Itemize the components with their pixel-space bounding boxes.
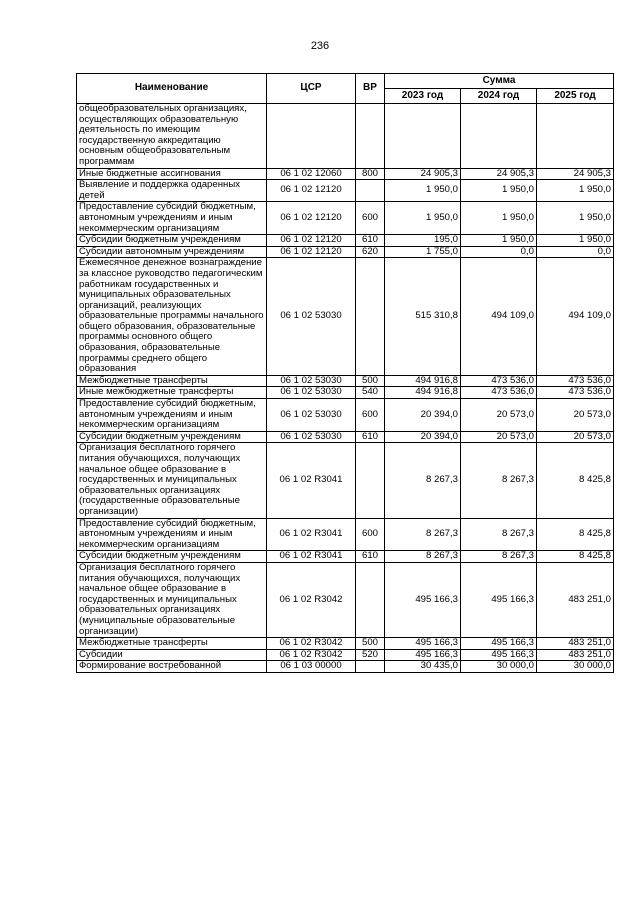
cell-2023: 8 267,3	[385, 518, 461, 551]
cell-name: Иные межбюджетные трансферты	[77, 387, 267, 399]
header-vr: ВР	[356, 74, 385, 104]
cell-vr: 540	[356, 387, 385, 399]
cell-2023: 515 310,8	[385, 258, 461, 376]
cell-2025: 494 109,0	[537, 258, 614, 376]
cell-2025: 8 425,8	[537, 443, 614, 518]
cell-2025: 1 950,0	[537, 180, 614, 202]
cell-2025: 8 425,8	[537, 551, 614, 563]
table-row	[77, 443, 614, 518]
cell-2025: 24 905,3	[537, 168, 614, 180]
cell-csr: 06 1 02 R3041	[267, 518, 356, 551]
cell-2023: 24 905,3	[385, 168, 461, 180]
header-year-2023: 2023 год	[385, 89, 461, 104]
cell-2025: 1 950,0	[537, 202, 614, 235]
header-name: Наименование	[77, 74, 267, 104]
cell-2023: 8 267,3	[385, 551, 461, 563]
cell-csr: 06 1 02 53030	[267, 431, 356, 443]
cell-2023: 494 916,8	[385, 375, 461, 387]
cell-2023: 495 166,3	[385, 638, 461, 650]
header-year-2025: 2025 год	[537, 89, 614, 104]
cell-vr: 520	[356, 649, 385, 661]
cell-vr: 500	[356, 375, 385, 387]
cell-2024: 494 109,0	[461, 258, 537, 376]
cell-2025	[537, 104, 614, 169]
cell-csr: 06 1 02 R3042	[267, 638, 356, 650]
cell-csr: 06 1 02 53030	[267, 258, 356, 376]
cell-2024: 30 000,0	[461, 661, 537, 673]
cell-name: Предоставление субсидий бюджетным, автономным учреждениям и иным некоммерческим организациям	[77, 202, 267, 235]
cell-vr: 610	[356, 551, 385, 563]
cell-name: Субсидии бюджетным учреждениям	[77, 235, 267, 247]
table-row	[77, 375, 614, 387]
table-row	[77, 168, 614, 180]
table-row	[77, 518, 614, 551]
table-row	[77, 180, 614, 202]
cell-name: Субсидии автономным учреждениям	[77, 246, 267, 258]
cell-2025: 483 251,0	[537, 638, 614, 650]
cell-2024: 1 950,0	[461, 180, 537, 202]
table-row	[77, 104, 614, 169]
cell-name: Выявление и поддержка одаренных детей	[77, 180, 267, 202]
table-row	[77, 258, 614, 376]
cell-name: Предоставление субсидий бюджетным, автономным учреждениям и иным некоммерческим организациям	[77, 518, 267, 551]
cell-name: Ежемесячное денежное вознаграждение за классное руководство педагогическим работникам государственных и муниципальных образовательных организаций, реализующих образовательные программы начального общего образования, образовательные программы основного общего образования, образовательные программы среднего общего образования	[77, 258, 267, 376]
cell-2024: 473 536,0	[461, 375, 537, 387]
cell-vr: 600	[356, 202, 385, 235]
cell-2023: 30 435,0	[385, 661, 461, 673]
header-csr: ЦСР	[267, 74, 356, 104]
table-header	[77, 74, 614, 104]
cell-csr: 06 1 02 12060	[267, 168, 356, 180]
cell-csr: 06 1 02 12120	[267, 202, 356, 235]
cell-csr: 06 1 02 12120	[267, 246, 356, 258]
cell-2025: 483 251,0	[537, 649, 614, 661]
cell-2025: 30 000,0	[537, 661, 614, 673]
cell-2025: 1 950,0	[537, 235, 614, 247]
cell-2024: 8 267,3	[461, 551, 537, 563]
cell-vr	[356, 443, 385, 518]
table-row	[77, 649, 614, 661]
cell-csr: 06 1 02 R3042	[267, 649, 356, 661]
cell-2024: 8 267,3	[461, 443, 537, 518]
table-row	[77, 399, 614, 432]
cell-2024: 1 950,0	[461, 202, 537, 235]
cell-csr: 06 1 02 12120	[267, 180, 356, 202]
cell-name: Межбюджетные трансферты	[77, 375, 267, 387]
cell-2024: 0,0	[461, 246, 537, 258]
cell-vr	[356, 104, 385, 169]
cell-csr: 06 1 02 R3041	[267, 443, 356, 518]
cell-2024: 1 950,0	[461, 235, 537, 247]
header-year-2024: 2024 год	[461, 89, 537, 104]
cell-csr: 06 1 02 R3042	[267, 562, 356, 637]
budget-table	[76, 73, 614, 673]
cell-name: Иные бюджетные ассигнования	[77, 168, 267, 180]
cell-2023: 1 950,0	[385, 202, 461, 235]
cell-vr	[356, 661, 385, 673]
cell-2024: 8 267,3	[461, 518, 537, 551]
cell-2025: 473 536,0	[537, 375, 614, 387]
cell-name: Предоставление субсидий бюджетным, автономным учреждениям и иным некоммерческим организациям	[77, 399, 267, 432]
cell-2025: 473 536,0	[537, 387, 614, 399]
cell-2024: 20 573,0	[461, 431, 537, 443]
cell-name: Организация бесплатного горячего питания обучающихся, получающих начальное общее образование в государственных и муниципальных образовательных организациях (государственные образовательные организации)	[77, 443, 267, 518]
cell-vr	[356, 562, 385, 637]
cell-name: общеобразовательных организациях, осуществляющих образовательную деятельность по имеющим государственную аккредитацию основным общеобразовательным программам	[77, 104, 267, 169]
table-row	[77, 431, 614, 443]
cell-2025: 8 425,8	[537, 518, 614, 551]
table-row	[77, 246, 614, 258]
table-row	[77, 638, 614, 650]
cell-2025: 20 573,0	[537, 431, 614, 443]
cell-2024	[461, 104, 537, 169]
cell-2025: 483 251,0	[537, 562, 614, 637]
page-number: 236	[310, 40, 330, 52]
cell-2024: 495 166,3	[461, 638, 537, 650]
cell-vr: 620	[356, 246, 385, 258]
cell-2025: 0,0	[537, 246, 614, 258]
cell-2024: 495 166,3	[461, 649, 537, 661]
table-row	[77, 661, 614, 673]
cell-csr: 06 1 02 53030	[267, 375, 356, 387]
cell-csr	[267, 104, 356, 169]
table-row	[77, 562, 614, 637]
cell-vr	[356, 258, 385, 376]
table-row	[77, 202, 614, 235]
cell-2024: 20 573,0	[461, 399, 537, 432]
cell-vr: 610	[356, 235, 385, 247]
cell-2024: 473 536,0	[461, 387, 537, 399]
cell-2023: 195,0	[385, 235, 461, 247]
cell-csr: 06 1 02 53030	[267, 399, 356, 432]
cell-2024: 495 166,3	[461, 562, 537, 637]
cell-vr: 600	[356, 399, 385, 432]
cell-2023: 20 394,0	[385, 431, 461, 443]
cell-vr	[356, 180, 385, 202]
cell-2023: 20 394,0	[385, 399, 461, 432]
cell-csr: 06 1 03 00000	[267, 661, 356, 673]
cell-vr: 500	[356, 638, 385, 650]
cell-vr: 610	[356, 431, 385, 443]
table-row	[77, 551, 614, 563]
cell-name: Субсидии бюджетным учреждениям	[77, 431, 267, 443]
cell-2023: 495 166,3	[385, 562, 461, 637]
cell-vr: 600	[356, 518, 385, 551]
cell-2023: 495 166,3	[385, 649, 461, 661]
cell-2023: 494 916,8	[385, 387, 461, 399]
cell-csr: 06 1 02 R3041	[267, 551, 356, 563]
table-row	[77, 387, 614, 399]
table-row	[77, 235, 614, 247]
cell-vr: 800	[356, 168, 385, 180]
cell-2023: 8 267,3	[385, 443, 461, 518]
cell-csr: 06 1 02 12120	[267, 235, 356, 247]
cell-name: Субсидии	[77, 649, 267, 661]
cell-name: Субсидии бюджетным учреждениям	[77, 551, 267, 563]
cell-name: Межбюджетные трансферты	[77, 638, 267, 650]
cell-name: Формирование востребованной	[77, 661, 267, 673]
header-sum: Сумма	[385, 74, 614, 89]
cell-2023	[385, 104, 461, 169]
cell-2025: 20 573,0	[537, 399, 614, 432]
cell-2023: 1 950,0	[385, 180, 461, 202]
table-body	[77, 104, 614, 673]
cell-csr: 06 1 02 53030	[267, 387, 356, 399]
cell-2023: 1 755,0	[385, 246, 461, 258]
cell-2024: 24 905,3	[461, 168, 537, 180]
cell-name: Организация бесплатного горячего питания обучающихся, получающих начальное общее образование в государственных и муниципальных образовательных организациях (муниципальные образовательные организации)	[77, 562, 267, 637]
